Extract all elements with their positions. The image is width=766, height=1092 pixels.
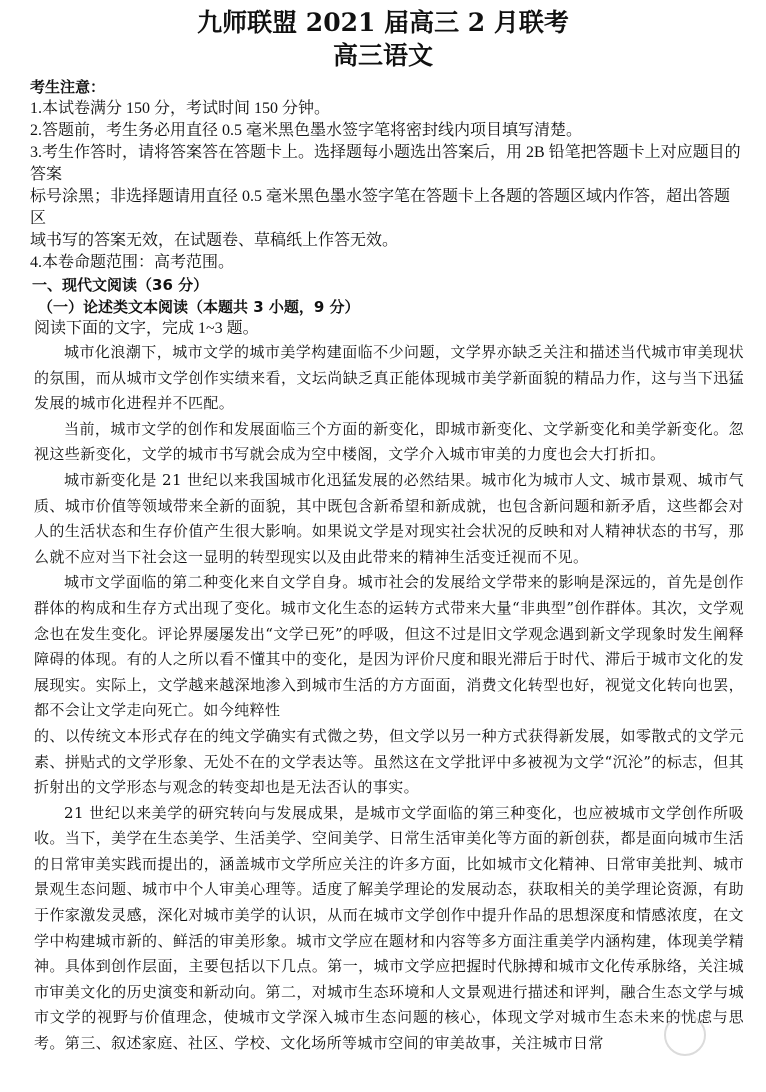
notice-item: 2.答题前，考生务必用直径 0.5 毫米黑色墨水签字笔将密封线内项目填写清楚。 <box>30 122 583 139</box>
watermark-logo <box>596 1008 746 1078</box>
passage-paragraph: 21 世纪以来美学的研究转向与发展成果，是城市文学面临的第三种变化，也应被城市文学创作所吸收。当下，美学在生态美学、生活美学、空间美学、日常生活审美化等方面的新创获，都是面向城市生活的日常审美实践而提出的，涵盖城市文学所应关注的许多方面，比如城市文化精神、日常审美批判、城市景观生态问题、城市中个人审美心理等。适度了解美学理论的发展动态，获取相关的美学理论资源，有助于作家激发灵感，深化对城市美学的认识，从而在城市文学创作中提升作品的思想深度和情感浓度，在文学中构建城市新的、鲜活的审美形象。城市文学应在题材和内容等多方面注重美学内涵构建，体现美学精神。具体到创作层面，主要包括以下几点。第一，城市文学应把握时代脉搏和城市文化传承脉络，关注城市审美文化的历史演变和新动向。第二，对城市生态环境和人文景观进行描述和评判，融合生态文学与城市文学的视野与价值理念，使城市文学深入城市生态问题的核心，体现文学对城市生态未来的忧虑与思考。第三、叙述家庭、社区、学校、文化场所等城市空间的审美故事，关注城市日常 <box>34 803 744 1053</box>
notice-heading: 考生注意： <box>30 78 106 96</box>
passage-paragraph: 的、以传统文本形式存在的纯文学确实有式微之势，但文学以另一种方式获得新发展，如零散式的文学元素、拼贴式的文学形象、无处不在的文学表达等。虽然这在文学批评中多被视为文学“沉沦”的标志，但其折射出的文学形态与观念的转变却也是无法否认的事实。 <box>34 726 744 797</box>
notice-item: 1.本试卷满分 150 分，考试时间 150 分钟。 <box>30 100 331 117</box>
watermark-circle-icon <box>664 1014 706 1056</box>
passage-paragraph: 城市新变化是 21 世纪以来我国城市化迅猛发展的必然结果。城市化为城市人文、城市景观、城市气质、城市价值等领域带来全新的面貌，其中既包含新希望和新成就，也包含新问题和新矛盾，这些都会对人的生活状态和生存价值产生很大影响。如果说文学是对现实社会状况的反映和对人精神状态的书写，那么就不应对当下社会这一显明的转型现实以及由此带来的精神生活变迁视而不见。 <box>34 470 744 566</box>
reading-passage <box>0 340 766 1057</box>
exam-subject: 高三语文 <box>332 41 433 70</box>
passage-paragraph: 当前，城市文学的创作和发展面临三个方面的新变化，即城市新变化、文学新变化和美学新变化。忽视这些新变化，文学的城市书写就会成为空中楼阁，文学介入城市审美的力度也会大打折扣。 <box>34 419 744 464</box>
notice-item: 标号涂黑；非选择题请用直径 0.5 毫米黑色墨水签字笔在答题卡上各题的答题区域内作答，超出答题区 <box>30 188 731 227</box>
section-heading: 一、现代文阅读（36 分） <box>32 276 209 294</box>
passage-paragraph: 城市化浪潮下，城市文学的城市美学构建面临不少问题，文学界亦缺乏关注和描述当代城市审美现状的氛围，而从城市文学创作实绩来看，文坛尚缺乏真正能体现城市美学新面貌的精品力作，这与当下迅猛发展的城市化进程并不匹配。 <box>34 343 744 413</box>
exam-title: 九师联盟 2021 届高三 2 月联考 <box>197 8 569 37</box>
notice-item: 域书写的答案无效，在试题卷、草稿纸上作答无效。 <box>30 232 399 249</box>
subsection-heading: （一）论述类文本阅读（本题共 3 小题，9 分） <box>38 298 360 316</box>
notice-item: 3.考生作答时，请将答案答在答题卡上。选择题每小题选出答案后，用 2B 铅笔把答题卡上对应题目的答案 <box>30 144 741 183</box>
passage-paragraph: 城市文学面临的第二种变化来自文学自身。城市社会的发展给文学带来的影响是深远的，首先是创作群体的构成和生存方式出现了变化。城市文化生态的运转方式带来大量“非典型”创作群体。其次，文学观念也在发生变化。评论界屡屡发出“文学已死”的呼吸，但这不过是旧文学观念遇到新文学现象时发生阐释障碍的体现。有的人之所以看不懂其中的变化，是因为评价尺度和眼光滞后于时代、滞后于城市文化的发展现实。实际上，文学越来越深地渗入到城市生活的方方面面，消费文化转型也好，视觉文化转向也罢，都不会让文学走向死亡。如今纯粹性 <box>34 573 744 720</box>
notice-block <box>0 76 766 274</box>
reading-instruction: 阅读下面的文字，完成 1~3 题。 <box>34 320 259 337</box>
notice-item: 4.本卷命题范围：高考范围。 <box>30 254 235 271</box>
